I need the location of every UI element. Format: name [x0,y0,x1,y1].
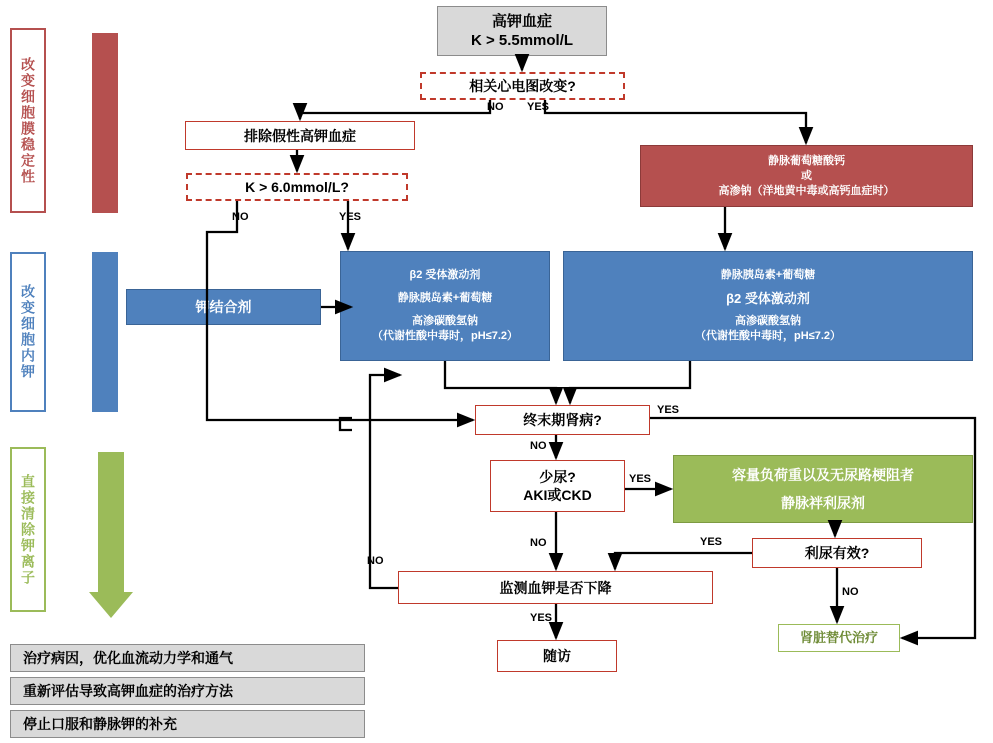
bottom-box-3-label: 停止口服和静脉钾的补充 [23,716,177,732]
edge-label-yes-esrd: YES [657,404,680,416]
side-bar-red [92,33,118,213]
side-label-potassium-removal: 直接清除钾离子 [10,447,46,612]
bottom-box-1-label: 治疗病因，优化血流动力学和通气 [23,650,233,666]
edge-label-yes1: YES [527,101,550,113]
volume-overload-line1: 容量负荷重以及无尿路梗阻者 [732,467,914,483]
node-esrd [475,405,650,435]
blue-big-line1: 静脉胰岛素+葡萄糖 [720,269,816,281]
bottom-box-2 [10,677,365,705]
exclude-pseudo-label: 排除假性高钾血症 [244,127,356,144]
edge-label-yes-monitor: YES [530,612,553,624]
edge-label-yes2: YES [339,211,362,223]
esrd-label: 终末期肾病? [523,412,602,428]
edge-label-no2: NO [232,211,249,223]
ecg-change-label: 相关心电图改变? [469,78,576,94]
edge-label-no-monitor: NO [367,555,384,567]
node-exclude-pseudo [185,121,415,150]
blue-small-line4: （代谢性酸中毒时，pH≤7.2） [372,330,518,342]
calcium-line3: 高渗钠（洋地黄中毒或高钙血症时） [718,184,895,197]
diuretic-effective-label: 利尿有效? [804,545,870,561]
node-diuretic-effective [752,538,922,568]
bottom-box-2-label: 重新评估导致高钾血症的治疗方法 [23,683,233,699]
node-monitor [398,571,713,604]
side-bar-blue [92,252,118,412]
oliguria-line2: AKI或CKD [523,487,592,503]
calcium-line2: 或 [801,169,812,182]
side-label-intracellular-shift: 改变细胞内钾 [10,252,46,412]
edge-label-no-oliguria: NO [530,537,547,549]
blue-big-line4: （代谢性酸中毒时，pH≤7.2） [695,330,841,342]
hyperkalemia-line2: K > 5.5mmol/L [470,32,574,49]
node-hyperkalemia [437,6,607,56]
blue-small-line3: 高渗碳酸氢钠 [412,315,478,327]
calcium-line1: 静脉葡萄糖酸钙 [768,154,845,167]
edge-label-yes-diuretic: YES [700,536,723,548]
node-k-over-6 [186,173,408,201]
node-volume-overload [673,455,973,523]
edge-label-no-diuretic: NO [842,586,859,598]
bottom-box-1 [10,644,365,672]
node-potassium-binder [126,289,321,325]
node-oliguria [490,460,625,512]
oliguria-line1: 少尿? [539,469,576,485]
blue-big-line3: 高渗碳酸氢钠 [735,315,801,327]
edge-label-yes-oliguria: YES [629,473,652,485]
node-rrt [778,624,900,652]
edge-label-no1: NO [487,101,504,113]
blue-small-line2: 静脉胰岛素+葡萄糖 [397,292,493,304]
node-ecg-change [420,72,625,100]
followup-label: 随访 [543,648,571,664]
binder-label: 钾结合剂 [195,299,252,315]
node-followup [497,640,617,672]
node-calcium [640,145,973,207]
monitor-label: 监测血钾是否下降 [499,579,612,596]
blue-small-line1: β2 受体激动剂 [409,269,481,281]
blue-big-line2: β2 受体激动剂 [726,291,810,306]
k-over-6-label: K > 6.0mmol/L? [245,179,349,195]
node-blue-small [340,251,550,361]
edge-label-no-esrd: NO [530,440,547,452]
node-blue-big [563,251,973,361]
rrt-label: 肾脏替代治疗 [799,630,878,645]
volume-overload-line2: 静脉袢利尿剂 [781,495,865,511]
side-label-membrane-stability: 改变细胞膜稳定性 [10,28,46,213]
bottom-box-3 [10,710,365,738]
hyperkalemia-line1: 高钾血症 [491,13,552,30]
